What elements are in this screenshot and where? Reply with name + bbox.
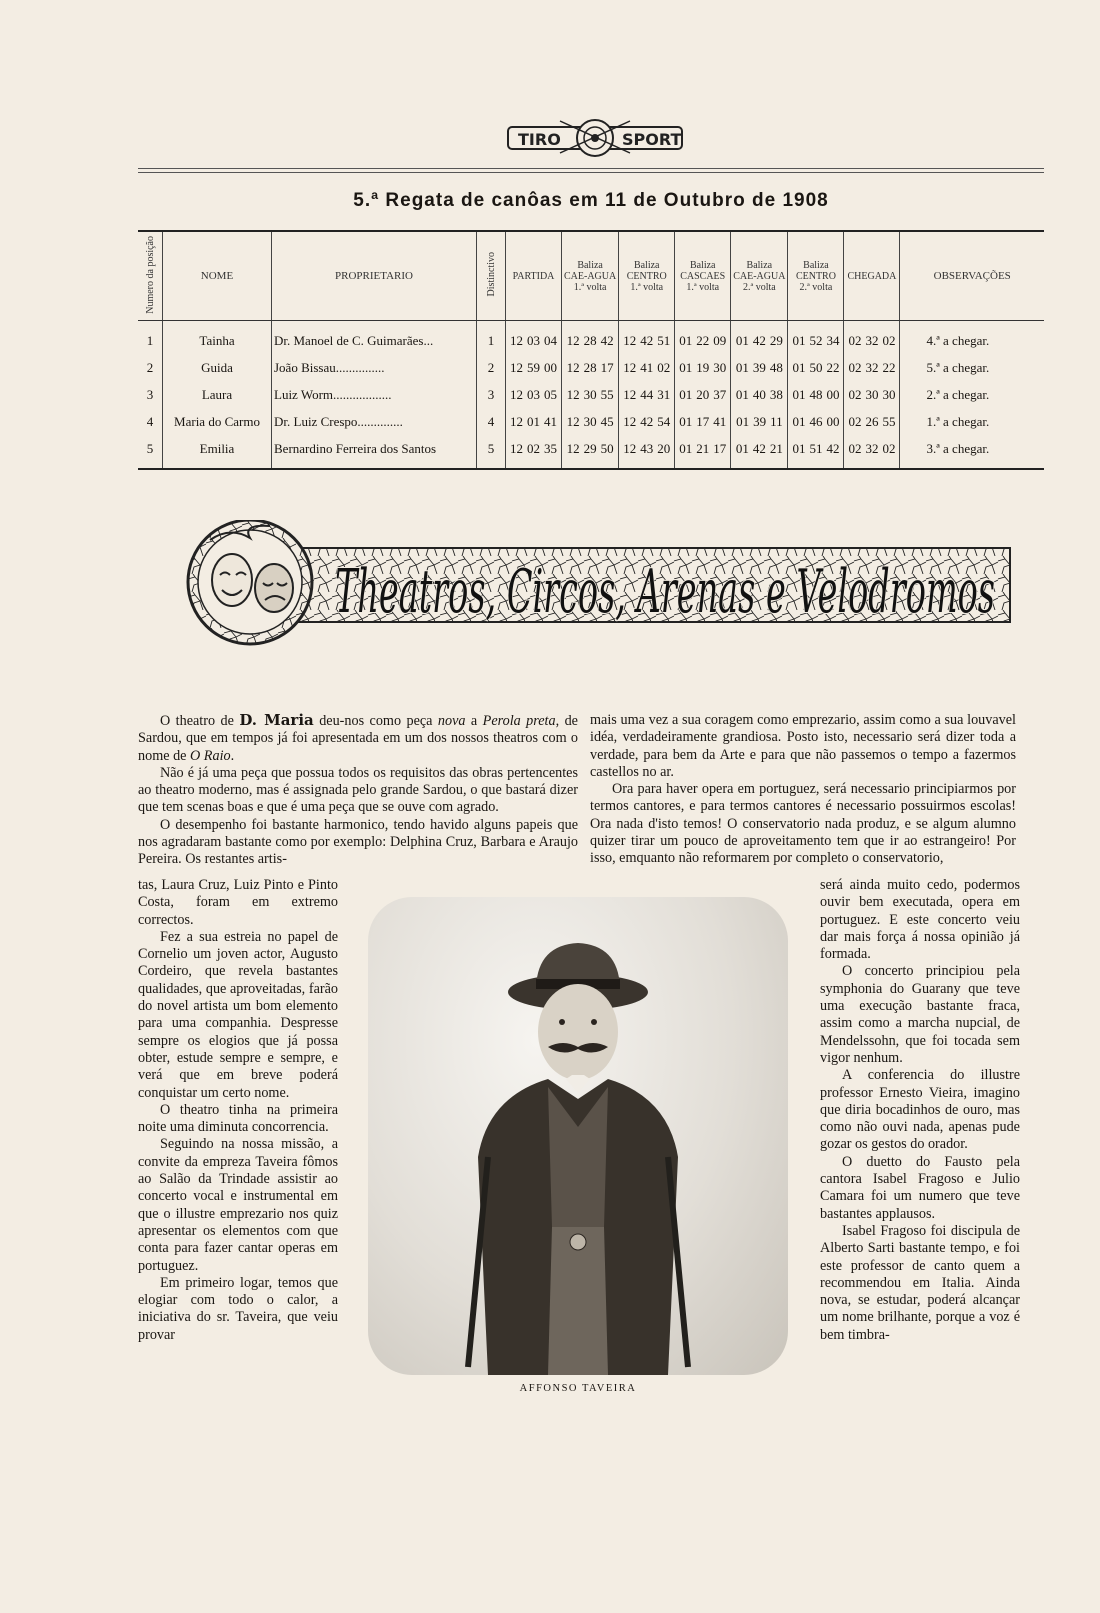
cell-time: 01 21 17 [675,435,731,469]
cell-obs: 4.ª a chegar. [900,321,1044,355]
paragraph: O theatro tinha na primeira noite uma diminuta concorrencia. [138,1101,338,1136]
cell-nome: Laura [163,381,272,408]
paragraph: A conferencia do illustre professor Ernesto Vieira, imagino que diria bocadinhos de ouro, mas como não ouvi nada, apenas pude gozar os gestos do orador. [820,1067,1020,1153]
cell-prop: João Bissau............... [272,354,477,381]
paragraph: será ainda muito cedo, podermos ouvir bem executada, opera em portuguez. E este concerto veiu dar mais força á nossa opinião já formada. [820,877,1020,963]
cell-time: 12 03 05 [506,381,562,408]
cell-nome: Emilia [163,435,272,469]
paragraph: Isabel Fragoso foi discipula de Alberto Sarti bastante tempo, e foi este professor de canto quem a recommendou em Italia. Ainda nova, se estudar, poderá alcançar um nome brilhante, porque a voz é bem timbra- [820,1222,1020,1343]
cell-time: 01 19 30 [675,354,731,381]
cell-nome: Tainha [163,321,272,355]
cell-time: 01 40 38 [731,381,788,408]
cell-time: 12 44 31 [619,381,675,408]
cell-time: 01 17 41 [675,408,731,435]
regatta-row [138,381,1044,408]
paragraph: O duetto do Fausto pela cantora Isabel Fragoso e Julio Camara foi um numero que teve bastantes applausos. [820,1153,1020,1222]
paragraph: Não é já uma peça que possua todos os requisitos das obras pertencentes ao theatro moderno, mas é assignada pelo grande Sardou, o que bastará dizer que tem scenas boas e que é uma peça que se ouve com agrado. [138,764,578,816]
paragraph: O theatro de D. Maria deu-nos como peça nova a Perola preta, de Sardou, que em tempos já foi apresentada em um dos nossos theatros com o nome de O Raio. [138,711,578,764]
cell-obs: 1.ª a chegar. [900,408,1044,435]
cell-time: 12 28 17 [562,354,619,381]
paragraph: Em primeiro logar, temos que elogiar com todo o calor, a iniciativa do sr. Taveira, que veiu provar [138,1274,338,1343]
paragraph: Ora para haver opera em portuguez, será necessario principiarmos por termos cantores, e para termos cantores é necessario possuirmos escolas! Ora nada d'isto temos! O conservatorio nada produz, e se algum alumno quizer tirar um pouco de aproveitamento tem que ir ao estrangeiro! Por isso, emquanto não reformarem por completo o conservatorio, [590,781,1016,867]
cell-time: 01 52 34 [788,321,844,355]
cell-nome: Guida [163,354,272,381]
cell-time: 12 30 45 [562,408,619,435]
cell-time: 02 32 02 [844,435,900,469]
cell-time: 12 41 02 [619,354,675,381]
col-header-b5: Baliza CENTRO 2.ª volta [788,231,844,321]
col-header-nome: NOME [163,231,272,321]
regatta-row [138,321,1044,355]
cell-prop: Dr. Manoel de C. Guimarães... [272,321,477,355]
cell-time: 02 30 30 [844,381,900,408]
cell-dist: 2 [477,354,506,381]
regatta-row [138,354,1044,381]
cell-time: 12 43 20 [619,435,675,469]
top-rule-2 [138,172,1044,173]
cell-pos: 5 [146,440,154,456]
col-header-posicao: Numero da posição [144,235,156,314]
cell-time: 01 48 00 [788,381,844,408]
portrait-photo [368,897,788,1375]
cell-time: 02 26 55 [844,408,900,435]
cell-pos: 4 [146,413,154,429]
top-rule [138,168,1044,169]
cell-time: 02 32 22 [844,354,900,381]
cell-time: 12 02 35 [506,435,562,469]
cell-time: 01 51 42 [788,435,844,469]
photo-caption: AFFONSO TAVEIRA [519,1383,637,1394]
regatta-title: 5.ª Regata de canôas em 11 de Outubro de 1908 [353,190,829,211]
regatta-table [138,230,1044,470]
col-header-b3: Baliza CASCAES 1.ª volta [675,231,731,321]
paragraph: Seguindo na nossa missão, a convite da empreza Taveira fômos ao Salão da Trindade assistir ao concerto vocal e instrumental em que o illustre emprezario nos quiz apresentar os elementos com que conta para fazer cantar operas em portuguez. [138,1136,338,1274]
cell-dist: 3 [477,381,506,408]
paragraph: tas, Laura Cruz, Luiz Pinto e Pinto Costa, foram em extremo correctos. [138,877,338,928]
cell-time: 01 46 00 [788,408,844,435]
svg-text:TIRO: TIRO [518,130,561,149]
cell-prop: Dr. Luiz Crespo.............. [272,408,477,435]
regatta-row [138,435,1044,469]
cell-time: 12 29 50 [562,435,619,469]
cell-pos: 2 [146,359,154,375]
cell-time: 02 32 02 [844,321,900,355]
regatta-header-row [138,231,1044,321]
paragraph: O desempenho foi bastante harmonico, tendo havido alguns papeis que nos agradaram bastante como por exemplo: Delphina Cruz, Barbara e Araujo Pereira. Os restantes artis- [138,816,578,868]
col-header-partida: PARTIDA [506,231,562,321]
paragraph: O concerto principiou pela symphonia do Guarany que teve uma execução bastante fraca, assim como a marcha nupcial, de Mendelssohn, que foi tocada sem vigor nenhum. [820,963,1020,1066]
cell-time: 01 50 22 [788,354,844,381]
cell-time: 12 42 54 [619,408,675,435]
cell-time: 12 42 51 [619,321,675,355]
cell-time: 01 42 29 [731,321,788,355]
masthead-logo [500,113,690,163]
cell-dist: 1 [477,321,506,355]
cell-dist: 5 [477,435,506,469]
col-header-chegada: CHEGADA [844,231,900,321]
col-header-distinctivo: Distinctivo [485,252,497,297]
article-column-2 [590,712,1016,868]
article-column-1-narrow [138,877,338,1344]
col-header-b1: Baliza CAE-AGUA 1.ª volta [562,231,619,321]
paragraph: mais uma vez a sua coragem como emprezario, assim como a sua louvavel idéa, verdadeiramente grandiosa. Posto isto, necessario será dizer toda a verdade, para bem da Arte e para que não passemos o tempo a fazermos castellos no ar. [590,712,1016,780]
cell-pos: 1 [146,332,154,348]
article-column-2-narrow [820,877,1020,1344]
regatta-row [138,408,1044,435]
cell-dist: 4 [477,408,506,435]
cell-nome: Maria do Carmo [163,408,272,435]
col-header-proprietario: PROPRIETARIO [272,231,477,321]
cell-time: 12 03 04 [506,321,562,355]
cell-time: 12 59 00 [506,354,562,381]
cell-obs: 3.ª a chegar. [900,435,1044,469]
cell-time: 01 39 48 [731,354,788,381]
cell-obs: 5.ª a chegar. [900,354,1044,381]
cell-time: 12 01 41 [506,408,562,435]
cell-prop: Luiz Worm.................. [272,381,477,408]
cell-prop: Bernardino Ferreira dos Santos [272,435,477,469]
cell-time: 01 39 11 [731,408,788,435]
cell-time: 12 30 55 [562,381,619,408]
cell-obs: 2.ª a chegar. [900,381,1044,408]
paragraph: Fez a sua estreia no papel de Cornelio um joven actor, Augusto Cordeiro, que revela bastantes qualidades, que aproveitadas, farão do novel artista um bom elemento para uma companhia. Despresse sempre os elogios que já possa obter, estude sempre e sempre, e verá que em breve poderá conquistar um certo nome. [138,928,338,1101]
cell-time: 01 42 21 [731,435,788,469]
banner-title: Theatros, Circos, Arenas e Velodromos [335,557,995,627]
section-banner [170,520,1020,650]
cell-time: 01 22 09 [675,321,731,355]
cell-pos: 3 [146,386,154,402]
article-column-1 [138,712,578,869]
svg-text:SPORT: SPORT [622,130,682,149]
col-header-b4: Baliza CAE-AGUA 2.ª volta [731,231,788,321]
col-header-b2: Baliza CENTRO 1.ª volta [619,231,675,321]
col-header-obs: OBSERVAÇÕES [900,231,1044,321]
cell-time: 01 20 37 [675,381,731,408]
cell-time: 12 28 42 [562,321,619,355]
